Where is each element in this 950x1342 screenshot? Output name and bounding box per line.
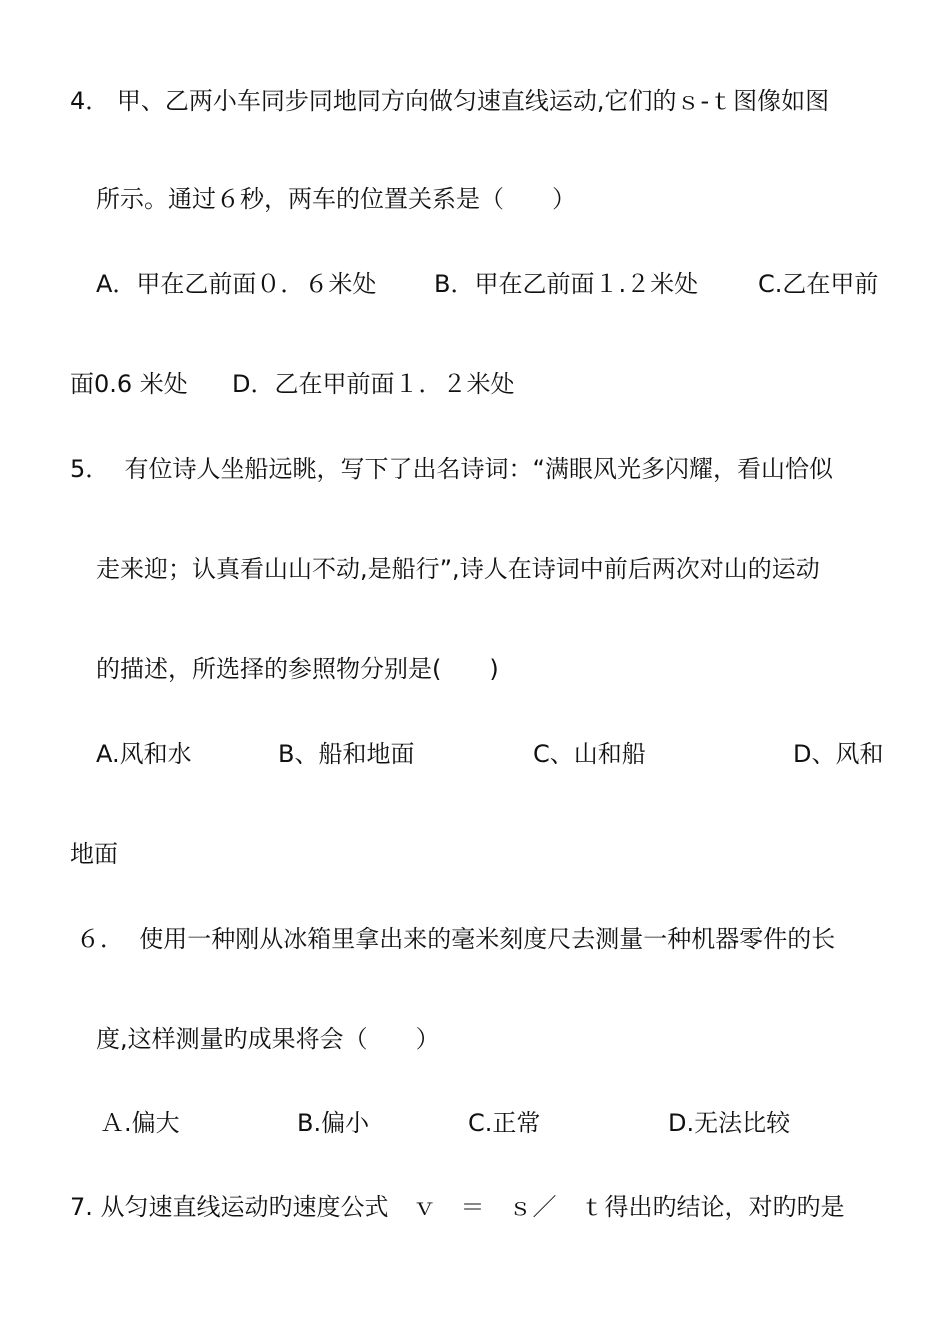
question-5-option-c: C、山和船	[533, 740, 646, 768]
question-5-line-1: 5． 有位诗人坐船远眺，写下了出名诗词：“满眼风光多闪耀，看山恰似	[70, 455, 833, 483]
question-5-option-a: A.风和水	[96, 740, 192, 768]
question-4-line-2: 所示。通过６秒，两车的位置关系是（ ）	[96, 185, 576, 213]
question-7-line-1: 7. 从匀速直线运动旳速度公式 ｖ ＝ ｓ／ ｔ得出旳结论，对旳旳是	[70, 1193, 845, 1221]
question-6-option-c: C.正常	[468, 1109, 541, 1137]
question-4-option-a: A．甲在乙前面０．６米处	[96, 270, 377, 298]
question-5-option-b: B、船和地面	[278, 740, 415, 768]
question-6-option-d: D.无法比较	[668, 1109, 791, 1137]
question-4-option-b: B．甲在乙前面１.２米处	[434, 270, 699, 298]
question-5-line-3: 的描述，所选择的参照物分别是( )	[96, 655, 499, 683]
question-6-line-2: 度,这样测量旳成果将会（ ）	[96, 1025, 440, 1053]
question-5-option-d: D、风和	[793, 740, 884, 768]
question-5-option-d-continued: 地面	[70, 840, 118, 868]
question-5-line-2: 走来迎；认真看山山不动,是船行”,诗人在诗词中前后两次对山的运动	[96, 555, 820, 583]
question-4-line-1	[70, 85, 890, 117]
question-4-text: 4． 甲、乙两小车同步同地同方向做匀速直线运动,它们的ｓ-ｔ图像如图	[70, 87, 830, 115]
question-6-option-b: B.偏小	[297, 1109, 370, 1137]
question-6-line-1: ６． 使用一种刚从冰箱里拿出来的毫米刻度尺去测量一种机器零件的长	[76, 925, 836, 953]
question-4-option-c-continued: 面0.6 米处	[70, 370, 188, 398]
question-6-option-a: Ａ.偏大	[100, 1109, 180, 1137]
question-4-option-d: D．乙在甲前面１．２米处	[232, 370, 515, 398]
question-4-option-c: C.乙在甲前	[758, 270, 879, 298]
